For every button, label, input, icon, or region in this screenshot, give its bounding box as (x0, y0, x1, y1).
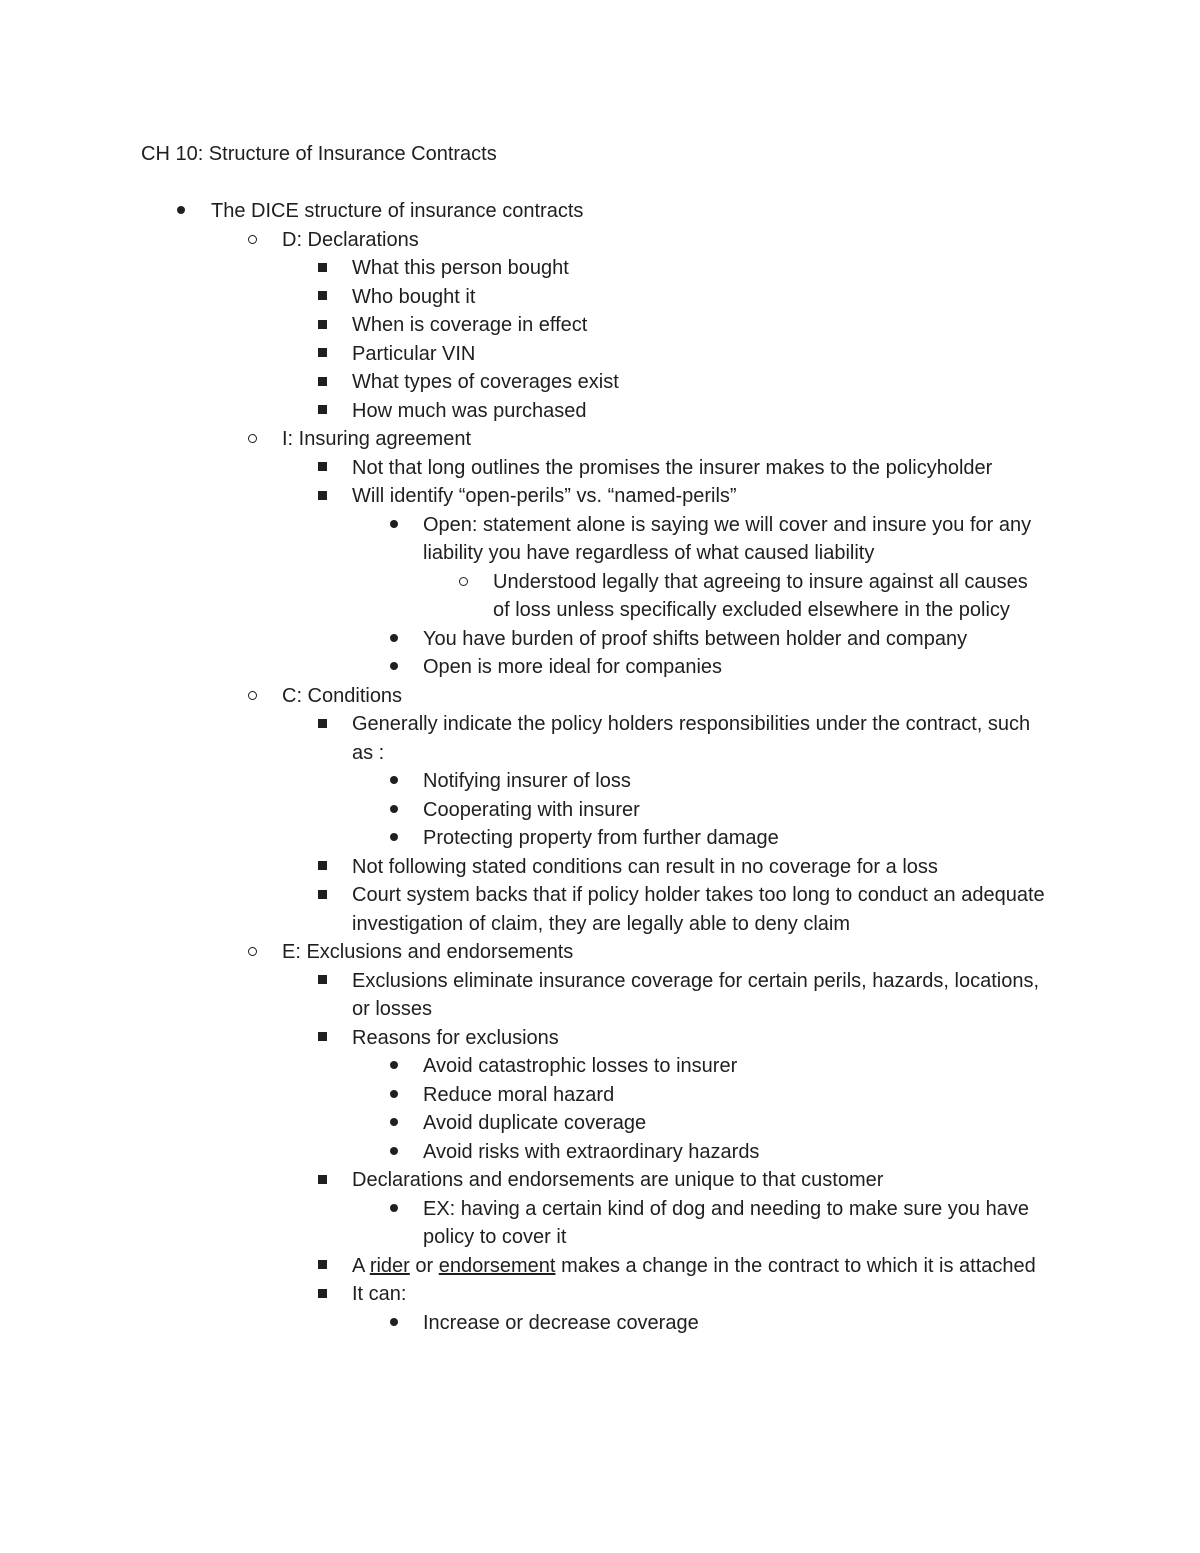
bullet-disc-icon (390, 824, 398, 853)
bullet-square-icon (318, 1024, 327, 1053)
document-title: CH 10: Structure of Insurance Contracts (141, 143, 497, 165)
bullet-disc-icon (390, 653, 398, 682)
item-text: Increase or decrease coverage (423, 1311, 699, 1334)
bullet-square-icon (318, 1280, 327, 1309)
section-insuring-agreement (0, 425, 1200, 682)
section-exclusions-endorsements (0, 938, 1200, 1337)
item-text: Court system backs that if policy holder takes too long to conduct an adequate investigation of claim, they are legally able to deny claim (352, 884, 1045, 935)
outline-list (0, 197, 1200, 1337)
bullet-circle-icon (459, 568, 468, 597)
list-item (0, 710, 1200, 853)
bullet-disc-icon (390, 1052, 398, 1081)
bullet-disc-icon (390, 1081, 398, 1110)
bullet-disc-icon (390, 1309, 398, 1338)
item-text: The DICE structure of insurance contracts (211, 200, 584, 222)
bullet-square-icon (318, 967, 327, 996)
bullet-circle-icon (248, 226, 257, 255)
item-text: Notifying insurer of loss (423, 770, 631, 792)
section-label: C: Conditions (282, 684, 403, 707)
item-text: Open is more ideal for companies (423, 656, 723, 678)
item-text: Exclusions eliminate insurance coverage for certain perils, hazards, locations, or losses (352, 969, 1040, 1020)
list-item (0, 568, 1200, 625)
item-text: Will identify “open-perils” vs. “named-perils” (352, 485, 737, 507)
bullet-disc-icon (177, 197, 185, 226)
item-text: It can: (352, 1283, 407, 1305)
section-declarations (0, 226, 1200, 426)
bullet-square-icon (318, 853, 327, 882)
bullet-disc-icon (390, 1195, 398, 1224)
bullet-circle-icon (248, 682, 257, 711)
list-item (0, 824, 1200, 853)
list-item (0, 881, 1200, 938)
bullet-disc-icon (390, 1138, 398, 1167)
bullet-square-icon (318, 710, 327, 739)
list-item (0, 283, 1200, 312)
item-text: Declarations and endorsements are unique to that customer (352, 1169, 884, 1191)
list-item (0, 368, 1200, 397)
section-label: I: Insuring agreement (282, 428, 471, 450)
bullet-square-icon (318, 1252, 327, 1281)
rider-sentence (352, 1255, 1036, 1277)
rider-term: rider (369, 1254, 410, 1277)
list-item (0, 397, 1200, 426)
section-label: D: Declarations (282, 228, 419, 251)
bullet-disc-icon (390, 796, 398, 825)
list-item (0, 653, 1200, 682)
list-item (0, 967, 1200, 1024)
item-text: What types of coverages exist (352, 371, 619, 393)
item-text: Cooperating with insurer (423, 798, 640, 821)
list-item (0, 511, 1200, 625)
item-text: How much was purchased (352, 399, 587, 422)
list-item (0, 1309, 1200, 1338)
list-item (0, 1109, 1200, 1138)
list-item (0, 796, 1200, 825)
list-item (0, 767, 1200, 796)
bullet-square-icon (318, 1166, 327, 1195)
bullet-square-icon (318, 283, 327, 312)
section-conditions (0, 682, 1200, 939)
list-item (0, 454, 1200, 483)
bullet-disc-icon (390, 511, 398, 540)
list-item (0, 1166, 1200, 1252)
item-text: Open: statement alone is saying we will cover and insure you for any liability you have regardless of what caused liability (423, 513, 1032, 564)
bullet-square-icon (318, 881, 327, 910)
item-text: Not that long outlines the promises the insurer makes to the policyholder (352, 456, 993, 479)
list-item (0, 482, 1200, 682)
rider-a: A (352, 1254, 365, 1277)
list-item (0, 1138, 1200, 1167)
list-item (0, 1195, 1200, 1252)
section-label: E: Exclusions and endorsements (282, 941, 574, 963)
item-text: Not following stated conditions can result in no coverage for a loss (352, 855, 938, 878)
list-item (0, 340, 1200, 369)
item-text: Understood legally that agreeing to insure against all causes of loss unless specifically excluded elsewhere in the policy (493, 570, 1028, 621)
bullet-disc-icon (390, 1109, 398, 1138)
list-item (0, 1052, 1200, 1081)
item-text: When is coverage in effect (352, 314, 588, 336)
bullet-circle-icon (248, 938, 257, 967)
bullet-square-icon (318, 368, 327, 397)
item-text: Protecting property from further damage (423, 827, 779, 849)
bullet-square-icon (318, 311, 327, 340)
item-text: Avoid catastrophic losses to insurer (423, 1055, 738, 1077)
list-item (0, 1081, 1200, 1110)
bullet-disc-icon (390, 767, 398, 796)
bullet-square-icon (318, 482, 327, 511)
rider-or: or (415, 1254, 434, 1277)
item-text: EX: having a certain kind of dog and needing to make sure you have policy to cover it (423, 1197, 1029, 1248)
item-text: Avoid risks with extraordinary hazards (423, 1140, 760, 1163)
item-text: What this person bought (352, 257, 569, 279)
list-item (0, 1252, 1200, 1281)
list-item (0, 197, 1200, 1337)
list-item (0, 1024, 1200, 1167)
list-item (0, 853, 1200, 882)
item-text: You have burden of proof shifts between holder and company (423, 627, 968, 650)
bullet-square-icon (318, 340, 327, 369)
endorsement-term: endorsement (438, 1254, 556, 1277)
bullet-square-icon (318, 397, 327, 426)
bullet-square-icon (318, 254, 327, 283)
item-text: Generally indicate the policy holders responsibilities under the contract, such as : (352, 713, 1031, 764)
item-text: Particular VIN (352, 342, 476, 365)
rider-rest: makes a change in the contract to which it is attached (561, 1254, 1036, 1277)
list-item (0, 254, 1200, 283)
bullet-square-icon (318, 454, 327, 483)
item-text: Reduce moral hazard (423, 1083, 615, 1106)
bullet-disc-icon (390, 625, 398, 654)
item-text: Who bought it (352, 285, 476, 308)
item-text: Avoid duplicate coverage (423, 1112, 647, 1134)
bullet-circle-icon (248, 425, 257, 454)
list-item (0, 311, 1200, 340)
item-text: Reasons for exclusions (352, 1026, 559, 1049)
list-item (0, 1280, 1200, 1337)
list-item (0, 625, 1200, 654)
